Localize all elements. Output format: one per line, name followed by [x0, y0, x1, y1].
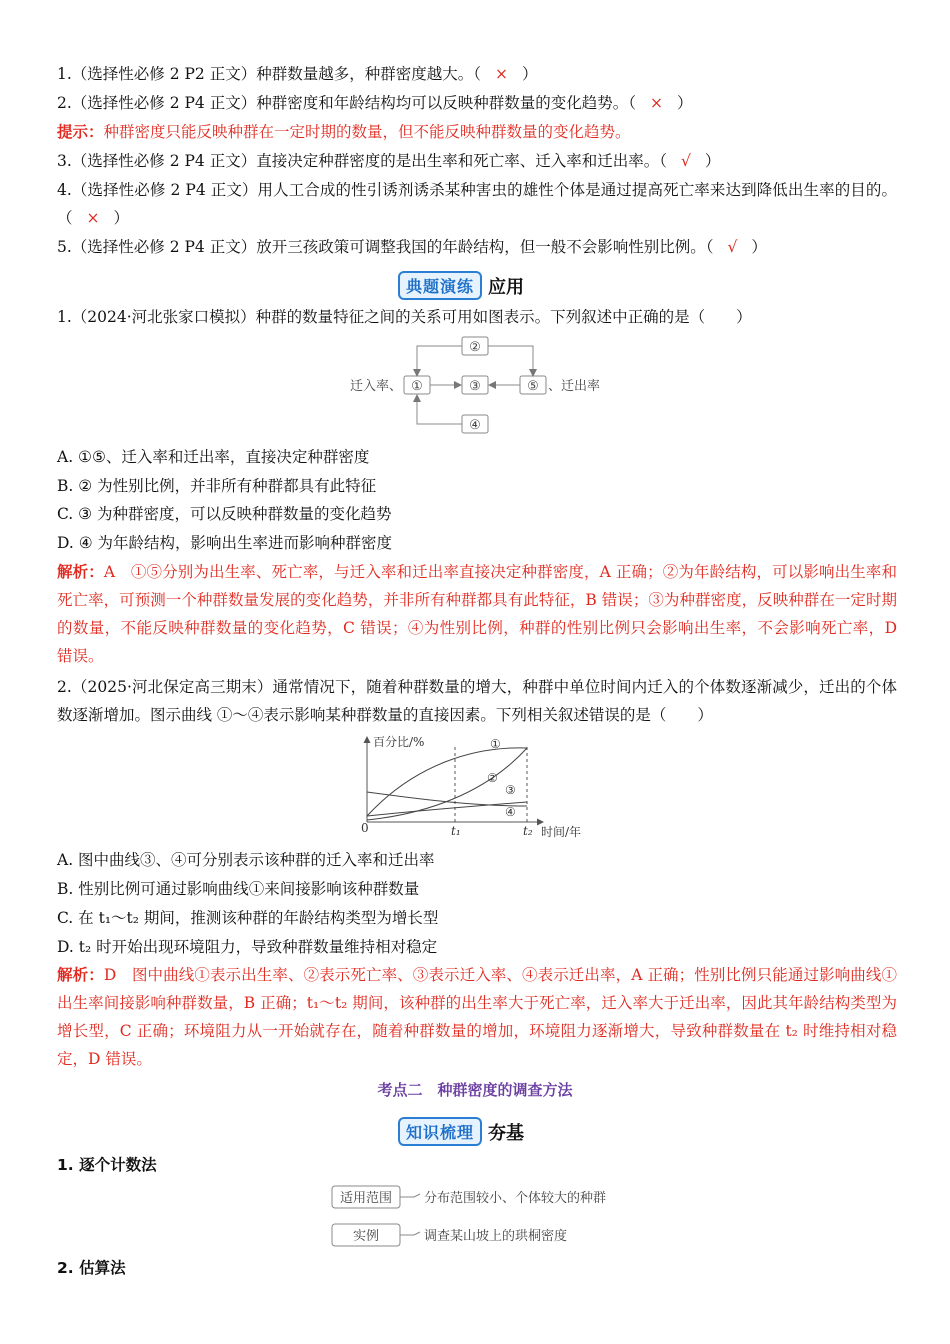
wrong-mark: × [86, 209, 100, 227]
judgment-1: 1.（选择性必修 2 P2 正文）种群数量越多，种群密度越大。（ × ） [57, 60, 897, 88]
q2-option-a: A. 图中曲线③、④可分别表示该种群的迁入率和迁出率 [57, 851, 435, 869]
q2-chart [355, 734, 605, 842]
banner-word: 夯基 [488, 1122, 525, 1144]
q2-option-c: C. 在 t₁～t₂ 期间，推测该种群的年龄结构类型为增长型 [57, 909, 439, 927]
q1-option-b: B. ② 为性别比例，并非所有种群都具有此特征 [57, 477, 377, 495]
label-4: ④ [469, 418, 481, 433]
section-title: 考点二 种群密度的调查方法 [377, 1081, 573, 1099]
origin-label: 0 [361, 821, 369, 835]
judgment-4: 4.（选择性必修 2 P4 正文）用人工合成的性引诱剂诱杀某种害虫的雄性个体是通过提高死亡率来达到降低出生率的目的。（ × ） [57, 176, 897, 232]
judgment-5: 5.（选择性必修 2 P4 正文）放开三孩政策可调整我国的年龄结构，但一般不会影响性别比例。（ √ ） [57, 233, 897, 261]
method-1-title: 1. 逐个计数法 [57, 1156, 157, 1174]
arrow-2-5 [488, 346, 533, 376]
q1-option-c: C. ③ 为种群密度，可以反映种群数量的变化趋势 [57, 505, 392, 523]
banner-practice [398, 271, 524, 300]
t1-label: t₁ [451, 824, 461, 838]
curve-3-label: ③ [505, 783, 516, 797]
curve-4-emigration [367, 802, 527, 816]
q1-option-d: D. ④ 为年龄结构，影响出生率进而影响种群密度 [57, 534, 393, 552]
label-5: ⑤ [527, 379, 539, 394]
q2-stem: 2.（2025·河北保定高三期末）通常情况下，随着种群数量的增大，种群中单位时间内迁入的个体数逐渐减少，迁出的个体数逐渐增加。图示曲线 ①～④表示影响某种群数量的直接因素。下列相关叙述错误的是（ ） [57, 678, 897, 724]
arrow-4-1 [417, 395, 462, 424]
q2-analysis: 解析：D 图中曲线①表示出生率、②表示死亡率、③表示迁入率、④表示迁出率，A 正确；性别比例只能通过影响曲线①出生率间接影响种群数量，B 正确；t₁～t₂ 期间，该种群的出生率大于死亡率，迁入率大于迁出率，因此其年龄结构类型为增长型，C 正确；环境阻力从一开始就存在，随着种群数量的增加，环境阻力逐渐增大，导致种群数量在 t₂ 时维持相对稳定，D 错误。 [57, 965, 897, 1068]
arrow-2-1 [417, 346, 462, 376]
banner-knowledge [398, 1117, 524, 1146]
label-1: ① [411, 379, 423, 394]
q2-option-d: D. t₂ 时开始出现环境阻力，导致种群数量维持相对稳定 [57, 938, 438, 956]
method-2-title: 2. 估算法 [57, 1259, 126, 1277]
scope-label: 适用范围 [339, 1191, 393, 1206]
x-label: 时间/年 [541, 825, 582, 839]
t2-label: t₂ [523, 824, 533, 838]
y-label: 百分比/% [373, 735, 425, 749]
banner-tag: 典题演练 [398, 271, 482, 300]
check-mark: √ [727, 238, 738, 256]
scope-text: 分布范围较小、个体较大的种群 [424, 1191, 607, 1206]
immigration-label: 迁入率、 [349, 379, 402, 394]
wrong-mark: × [649, 94, 663, 112]
judgment-2: 2.（选择性必修 2 P4 正文）种群密度和年龄结构均可以反映种群数量的变化趋势。（ × ） [57, 89, 897, 117]
emigration-label: 、迁出率 [548, 379, 601, 394]
curve-1-label: ① [490, 737, 501, 751]
check-mark: √ [680, 152, 691, 170]
banner-tag: 知识梳理 [398, 1117, 482, 1146]
judgment-3: 3.（选择性必修 2 P4 正文）直接决定种群密度的是出生率和死亡率、迁入率和迁出率。（ √ ） [57, 147, 897, 175]
curve-4-label: ④ [505, 805, 516, 819]
label-3: ③ [469, 379, 481, 394]
curve-2-death-rate [367, 748, 527, 820]
curve-2-label: ② [487, 771, 498, 785]
q2-option-b: B. 性别比例可通过影响曲线①来间接影响该种群数量 [57, 880, 420, 898]
q1-stem: 1.（2024·河北张家口模拟）种群的数量特征之间的关系可用如图表示。下列叙述中正确的是（ ） [57, 308, 752, 326]
wrong-mark: × [494, 65, 508, 83]
example-label: 实例 [352, 1229, 380, 1244]
banner-word: 应用 [488, 276, 525, 298]
q1-analysis: 解析：A ①⑤分别为出生率、死亡率，与迁入率和迁出率直接决定种群密度，A 正确；②为年龄结构，可以影响出生率和死亡率，可预测一个种群数量发展的变化趋势，并非所有种群都具有此特征，B 错误；③为种群密度，反映种群在一定时期的数量，不能反映种群数量的变化趋势，C 错误；④为性别比例，种群的性别比例只会影响出生率，不会影响死亡率，D 错误。 [57, 562, 897, 665]
q1-diagram [340, 333, 620, 439]
q1-option-a: A. ①⑤、迁入率和迁出率，直接决定种群密度 [57, 448, 370, 466]
hint: 提示：种群密度只能反映种群在一定时期的数量，但不能反映种群数量的变化趋势。 [57, 122, 631, 141]
method-1-diagram [330, 1182, 650, 1248]
example-text: 调查某山坡上的珙桐密度 [424, 1229, 568, 1244]
label-2: ② [469, 340, 481, 355]
